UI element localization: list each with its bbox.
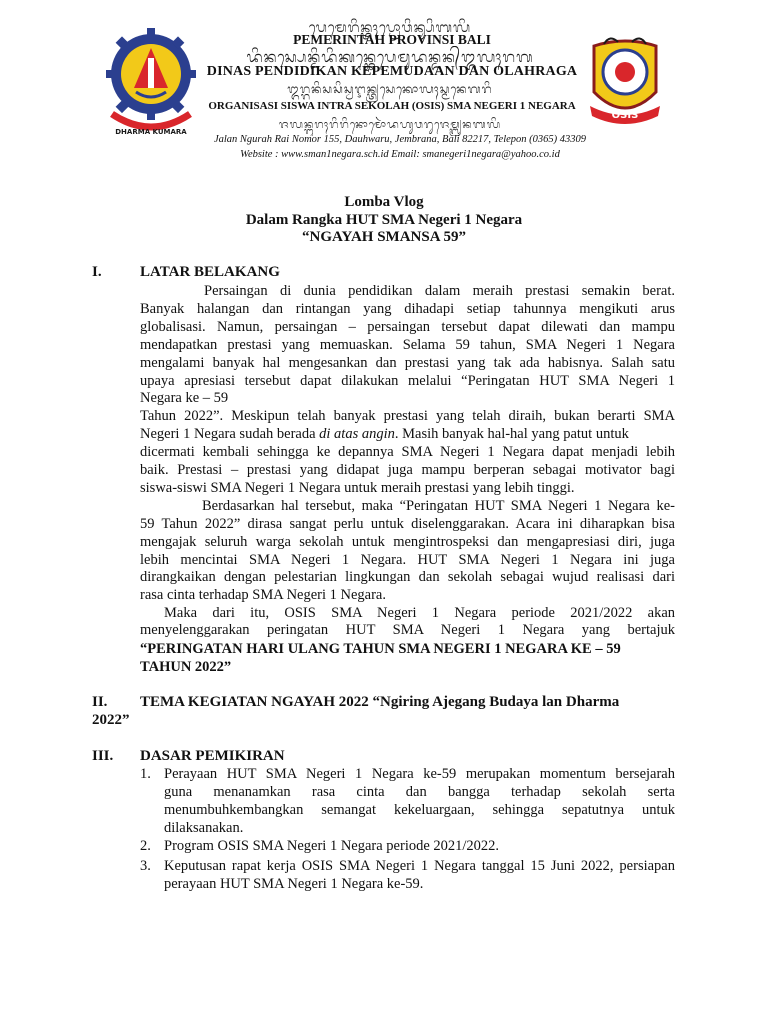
list-item-number: 1.: [140, 766, 151, 782]
paragraph-line: mengajak seluruh warga sekolah untuk mengintrospeksi dan mengapresiasi diri, juga: [140, 534, 675, 550]
gear-icon: [106, 28, 196, 120]
event-title-line: TAHUN 2022”: [140, 659, 232, 675]
section-number: II.: [92, 694, 108, 710]
event-name: “NGAYAH SMANSA 59”: [302, 229, 466, 245]
list-item-number: 2.: [140, 838, 151, 854]
paragraph-line: 59 Tahun 2022” dirasa sangat perlu untuk diselenggarakan. Acara ini diharapkan bisa: [140, 516, 675, 532]
section-number: I.: [92, 264, 102, 280]
letterhead-department: DINAS PENDIDIKAN KEPEMUDAAN DAN OLAHRAGA: [206, 64, 578, 79]
letterhead-government: PEMERINTAH PROVINSI BALI: [293, 32, 491, 47]
list-item-line: Program OSIS SMA Negeri 1 Negara periode 2021/2022.: [164, 838, 500, 854]
paragraph-line: Persaingan di dunia pendidikan dalam meraih prestasi semakin berat.: [204, 283, 675, 299]
list-item-line: Keputusan rapat kerja OSIS SMA Negeri 1 Negara tanggal 15 Juni 2022, persiapan: [164, 858, 675, 874]
document-subtitle: Dalam Rangka HUT SMA Negeri 1 Negara: [245, 212, 523, 228]
paragraph-line: Berdasarkan hal tersebut, maka “Peringatan HUT SMA Negeri 1 Negara ke-: [202, 498, 675, 514]
list-item-line: menumbuhkembangkan semangat kekeluargaan, sehingga sepatutnya untuk: [164, 802, 675, 818]
balinese-script-line: ᬤᬶᬦᬲ᭄ᬧᬾᬦ᭄ᬤᬶᬤᬶᬓᬦ᭄ᬓᬾᬧᬾᬫᬸᬤᬦ᭄ᬤᬦ᭄ᬑᬮᬄᬭᬕ: [246, 48, 534, 66]
paragraph-line: [140, 425, 675, 443]
document-title: Lomba Vlog: [344, 194, 424, 210]
letterhead-address: Jalan Ngurah Rai Nomor 155, Dauhwaru, Jembrana, Bali 82217, Telepon (0365) 43309: [213, 134, 587, 145]
emphasis-text: di atas angin: [319, 426, 395, 442]
paragraph-line: menyelenggarakan peringatan HUT SMA Negeri 1 Negara yang bertajuk: [140, 622, 675, 638]
paragraph-line: mengalami banyak hal mengesankan dan prestasi yang tak ada habisnya. Salah satu: [140, 355, 675, 371]
list-item-line: Perayaan HUT SMA Negeri 1 Negara ke-59 merupakan momentum bersejarah: [164, 766, 675, 782]
text-fragment: . Masih banyak hal-hal yang patut untuk: [394, 426, 629, 442]
paragraph-line: rasa cinta terhadap SMA Negeri 1 Negara.: [140, 587, 386, 603]
osis-logo: [584, 32, 666, 132]
paragraph-line: dicermati kembali sehingga ke depannya SMA Negeri 1 Negara dapat menjadi lebih: [140, 444, 675, 460]
text-fragment: Negeri 1 Negara sudah berada: [140, 426, 316, 442]
balinese-script-line: ᬚᬮᬦ᭄ᬗᬸᬭᬄᬭᬶᬭᬶᬦᭀᬫᭀᬃᬤᬳᬸᬯᬭᬸᬚᬾᬫ᭄ᬩ᭄ᬭᬦᬩᬮᬶ: [278, 118, 502, 131]
list-item-line: perayaan HUT SMA Negeri 1 Negara ke-59.: [164, 876, 424, 892]
paragraph-line: Maka dari itu, OSIS SMA Negeri 1 Negara periode 2021/2022 akan: [164, 605, 675, 621]
section-title: DASAR PEMIKIRAN: [140, 748, 285, 764]
section-title: TEMA KEGIATAN NGAYAH 2022 “Ngiring Ajegang Budaya lan Dharma: [140, 694, 620, 710]
list-item-number: 3.: [140, 858, 151, 874]
paragraph-line: Tahun 2022”. Meskipun telah banyak prestasi yang telah diraih, bukan berarti SMA: [140, 408, 675, 424]
event-title-line: “PERINGATAN HARI ULANG TAHUN SMA NEGERI 1 NEGARA KE – 59: [140, 641, 621, 657]
paragraph-line: baik. Prestasi – prestasi yang didapat juga mampu berperan sebagai motivator bagi: [140, 462, 675, 478]
paragraph-line: dirangkaikan dengan pelestarian lingkungan dan sekolah sebagai wujud realisasi dari: [140, 569, 675, 585]
balinese-script-line: ᬧᬾᬫᬾᬭᬶᬦ᭄ᬢᬄᬧ᭄ᬭᭀᬯᬶᬦ᭄ᬲᬶᬩᬮᬶ: [308, 20, 472, 36]
paragraph-line: mendapatkan prestasi yang memuaskan. Selama 59 tahun, SMA Negeri 1 Negara: [140, 337, 675, 353]
section-title-continued: 2022”: [92, 712, 130, 728]
paragraph-line: upaya apresiasi tersebut dapat dilakukan melalui “Peringatan HUT SMA Negeri 1: [140, 373, 675, 389]
osis-logo-label: OSIS: [611, 110, 639, 121]
section-title: LATAR BELAKANG: [140, 264, 280, 280]
list-item-line: dilaksanakan.: [164, 820, 244, 836]
letterhead-website: Website : www.sman1negara.sch.id Email: smanegeri1negara@yahoo.co.id: [240, 149, 560, 160]
paragraph-line: siswa-siswi SMA Negeri 1 Negara untuk meraih prestasi yang lebih tinggi.: [140, 480, 575, 496]
paragraph-line: Negara ke – 59: [140, 390, 229, 406]
paragraph-line: Banyak halangan dan rintangan yang dihadapi setiap tahunnya mengikuti arus: [140, 301, 675, 317]
balinese-script-line: ᬑᬭ᭄ᬕᬦᬶᬲᬲᬶᬲ᭄ᬯᬇᬦ᭄ᬢ᭄ᬭᬲᬾᬓᭀᬮᬄᬲ᭄ᬫᬦᬾᬕᬭᬶ: [287, 82, 493, 96]
paragraph-line: lebih mencintai SMA Negeri 1 Negara. HUT SMA Negeri 1 Negara ini juga: [140, 552, 675, 568]
list-item-line: guna menanamkan rasa cinta dan bangga terhadap sekolah serta: [164, 784, 675, 800]
letterhead-organization: ORGANISASI SISWA INTRA SEKOLAH (OSIS) SMA NEGERI 1 NEGARA: [208, 100, 576, 112]
section-number: III.: [92, 748, 114, 764]
paragraph-line: globalisasi. Namun, persaingan – persaingan tersebut dapat dilewati dan mampu: [140, 319, 675, 335]
dinas-pendidikan-logo: [106, 22, 196, 140]
logo-motto: DHARMA KUMARA: [115, 128, 187, 136]
